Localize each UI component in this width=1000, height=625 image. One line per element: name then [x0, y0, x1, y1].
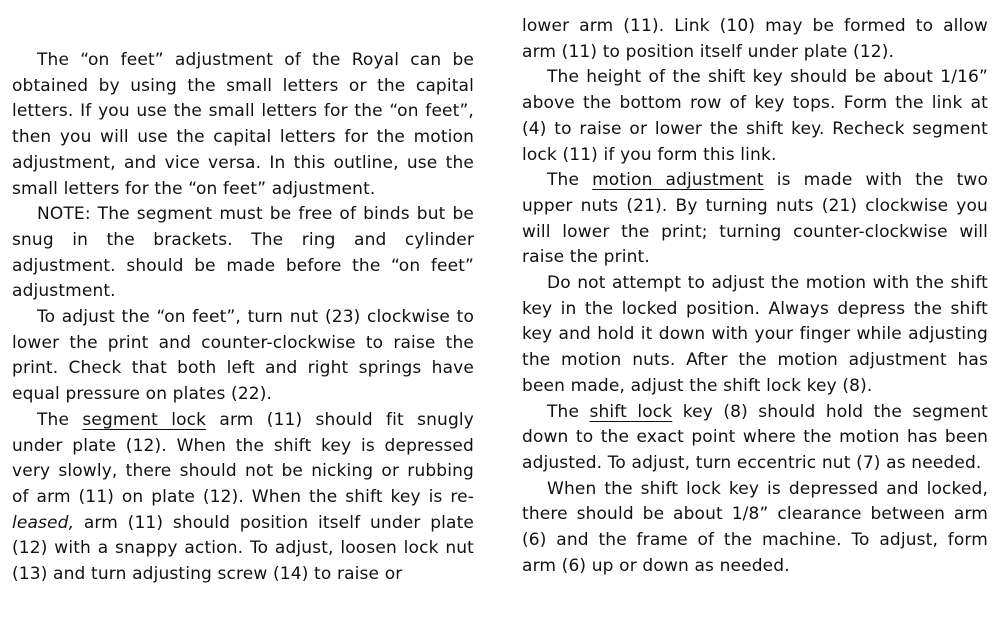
right-column [522, 14, 988, 579]
segment-lock-lead: The [37, 409, 83, 430]
left-column [12, 48, 474, 588]
shift-lock-tail: key (8) should hold the segment down to the exact point where the motion has been adjusted. To adjust, turn eccentric nut (7) as needed. [522, 401, 988, 473]
paragraph-motion-adjustment [522, 168, 988, 271]
segment-lock-term: segment lock [82, 409, 207, 430]
motion-lead: The [547, 170, 593, 191]
paragraph-shift-key-height: The height of the shift key should be about 1/16” above the bottom row of key tops. Form the link at (4) to raise or lower the shift key. Recheck segment lock (11) if you form this link. [522, 67, 988, 165]
segment-lock-mid: arm (11) should fit snugly under plate (12). When the shift key is depressed very slowly, there should not be nicking or rubbing of arm (11) on plate (12). When the shift key is re- [12, 409, 474, 507]
shift-lock-lead: The [547, 401, 590, 422]
motion-tail: is made with the two upper nuts (21). By turning nuts (21) clockwise you will lower the print; turning counter-clockwise will raise the print. [522, 170, 988, 268]
paragraph-on-feet-adjust: To adjust the “on feet”, turn nut (23) clockwise to lower the print and counter-clockwise to raise the print. Check that both left and right springs have equal pressure on plates (22). [12, 307, 474, 405]
motion-adjustment-term: motion adjustment [592, 170, 764, 191]
paragraph-note: NOTE: The segment must be free of binds but be snug in the brackets. The ring and cylinder adjustment. should be made before the “on feet” adjustment. [12, 204, 474, 302]
shift-lock-term: shift lock [589, 401, 673, 422]
paragraph-link-continued: lower arm (11). Link (10) may be formed to allow arm (11) to position itself under plate (12). [522, 16, 988, 62]
segment-lock-italic: leased, [12, 512, 75, 533]
paragraph-segment-lock [12, 408, 474, 588]
paragraph-on-feet-intro: The “on feet” adjustment of the Royal can be obtained by using the small letters or the capital letters. If you use the small letters for the “on feet”, then you will use the capital letters for the motion adjustment, and vice versa. In this outline, use the small letters for the “on feet” adjustment. [12, 50, 474, 199]
paragraph-clearance: When the shift lock key is depressed and locked, there should be about 1/8” clearance between arm (6) and the frame of the machine. To adjust, form arm (6) up or down as needed. [522, 478, 988, 576]
paragraph-do-not-attempt: Do not attempt to adjust the motion with the shift key in the locked position. Always depress the shift key and hold it down with your finger while adjusting the motion nuts. After the motion adjustment has been made, adjust the shift lock key (8). [522, 273, 988, 396]
segment-lock-tail: arm (11) should position itself under plate (12) with a snappy action. To adjust, loosen lock nut (13) and turn adjusting screw (14) to raise or [12, 512, 474, 585]
paragraph-shift-lock [522, 400, 988, 477]
